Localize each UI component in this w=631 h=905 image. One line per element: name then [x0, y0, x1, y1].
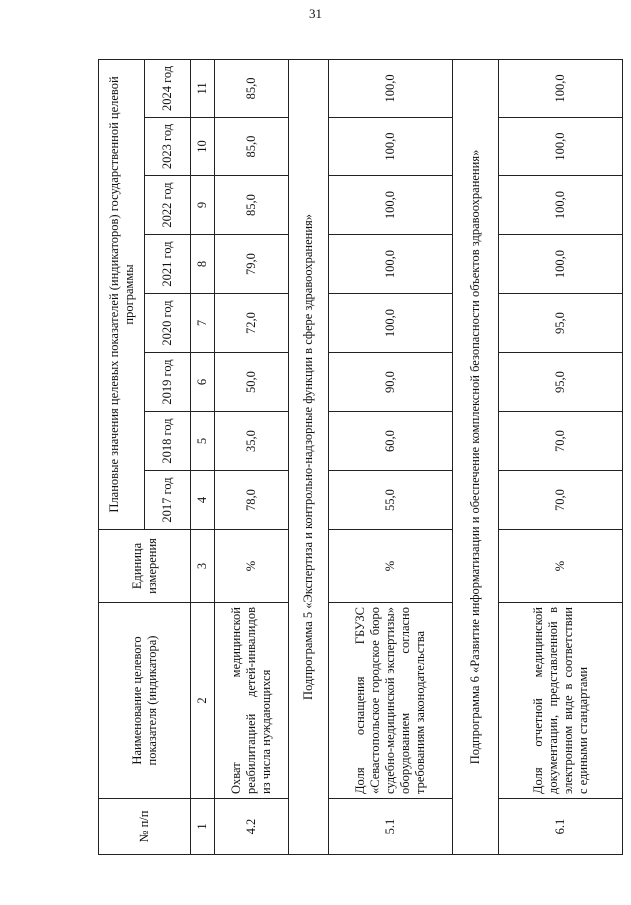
unit: %	[329, 530, 453, 603]
header-year-5: 2021 год	[145, 235, 191, 294]
subprogram-title: Подпрограмма 6 «Развитие информатизации и обеспечение комплексной безопасности объектов здравоохранения»	[453, 59, 499, 854]
header-year-2: 2018 год	[145, 412, 191, 471]
header-year-3: 2019 год	[145, 353, 191, 412]
unit: %	[215, 530, 289, 603]
subprogram-row	[453, 59, 499, 854]
plan-value-2019: 90,0	[329, 353, 453, 412]
column-number-6: 6	[191, 353, 215, 412]
page-number: 31	[309, 6, 322, 21]
column-number-7: 7	[191, 294, 215, 353]
subprogram-title: Подпрограмма 5 «Экспертиза и контрольно-надзорные функции в сфере здравоохранения»	[289, 59, 329, 854]
column-number-4: 4	[191, 471, 215, 530]
unit: %	[499, 530, 623, 603]
column-number-1: 1	[191, 799, 215, 855]
plan-value-2017: 55,0	[329, 471, 453, 530]
plan-value-2021: 100,0	[329, 235, 453, 294]
plan-value-2022: 100,0	[499, 176, 623, 235]
table-row	[215, 59, 289, 854]
indicator-name: Доля оснащения ГБУЗС «Севастопольское городское бюро судебно-медицинской экспертизы» оборудованием согласно требованиям законодательства	[329, 603, 453, 799]
column-number-2: 2	[191, 603, 215, 799]
row-number: 4.2	[215, 799, 289, 855]
header-number: № п/п	[99, 799, 191, 855]
plan-value-2020: 100,0	[329, 294, 453, 353]
header-year-1: 2017 год	[145, 471, 191, 530]
indicator-name: Доля отчетной медицинской документации, представленной в электронном виде в соответствии с едиными стандартами	[499, 603, 623, 799]
row-number: 6.1	[499, 799, 623, 855]
plan-value-2019: 50,0	[215, 353, 289, 412]
target-indicators-table	[98, 59, 623, 855]
plan-value-2024: 100,0	[329, 59, 453, 117]
plan-value-2017: 70,0	[499, 471, 623, 530]
table-row	[329, 59, 453, 854]
header-year-6: 2022 год	[145, 176, 191, 235]
rotated-table-container	[98, 60, 590, 855]
subprogram-row	[289, 59, 329, 854]
plan-value-2021: 100,0	[499, 235, 623, 294]
plan-value-2022: 100,0	[329, 176, 453, 235]
header-unit: Единица измерения	[99, 530, 191, 603]
header-year-4: 2020 год	[145, 294, 191, 353]
plan-value-2018: 60,0	[329, 412, 453, 471]
row-number: 5.1	[329, 799, 453, 855]
column-number-11: 11	[191, 59, 215, 117]
plan-value-2023: 85,0	[215, 118, 289, 176]
plan-value-2020: 72,0	[215, 294, 289, 353]
plan-value-2017: 78,0	[215, 471, 289, 530]
header-year-7: 2023 год	[145, 118, 191, 176]
column-number-9: 9	[191, 176, 215, 235]
header-year-8: 2024 год	[145, 59, 191, 117]
plan-value-2024: 100,0	[499, 59, 623, 117]
column-number-10: 10	[191, 118, 215, 176]
table-row	[499, 59, 623, 854]
plan-value-2022: 85,0	[215, 176, 289, 235]
plan-value-2024: 85,0	[215, 59, 289, 117]
indicator-name: Охват медицинской реабилитацией детей-инвалидов из числа нуждающихся	[215, 603, 289, 799]
plan-value-2020: 95,0	[499, 294, 623, 353]
header-plan-values: Плановые значения целевых показателей (индикаторов) государственной целевой программы	[99, 59, 145, 529]
column-number-3: 3	[191, 530, 215, 603]
plan-value-2018: 35,0	[215, 412, 289, 471]
header-indicator-name: Наименование целевого показателя (индикатора)	[99, 603, 191, 799]
plan-value-2023: 100,0	[499, 118, 623, 176]
plan-value-2021: 79,0	[215, 235, 289, 294]
plan-value-2019: 95,0	[499, 353, 623, 412]
column-number-8: 8	[191, 235, 215, 294]
column-number-5: 5	[191, 412, 215, 471]
plan-value-2023: 100,0	[329, 118, 453, 176]
plan-value-2018: 70,0	[499, 412, 623, 471]
